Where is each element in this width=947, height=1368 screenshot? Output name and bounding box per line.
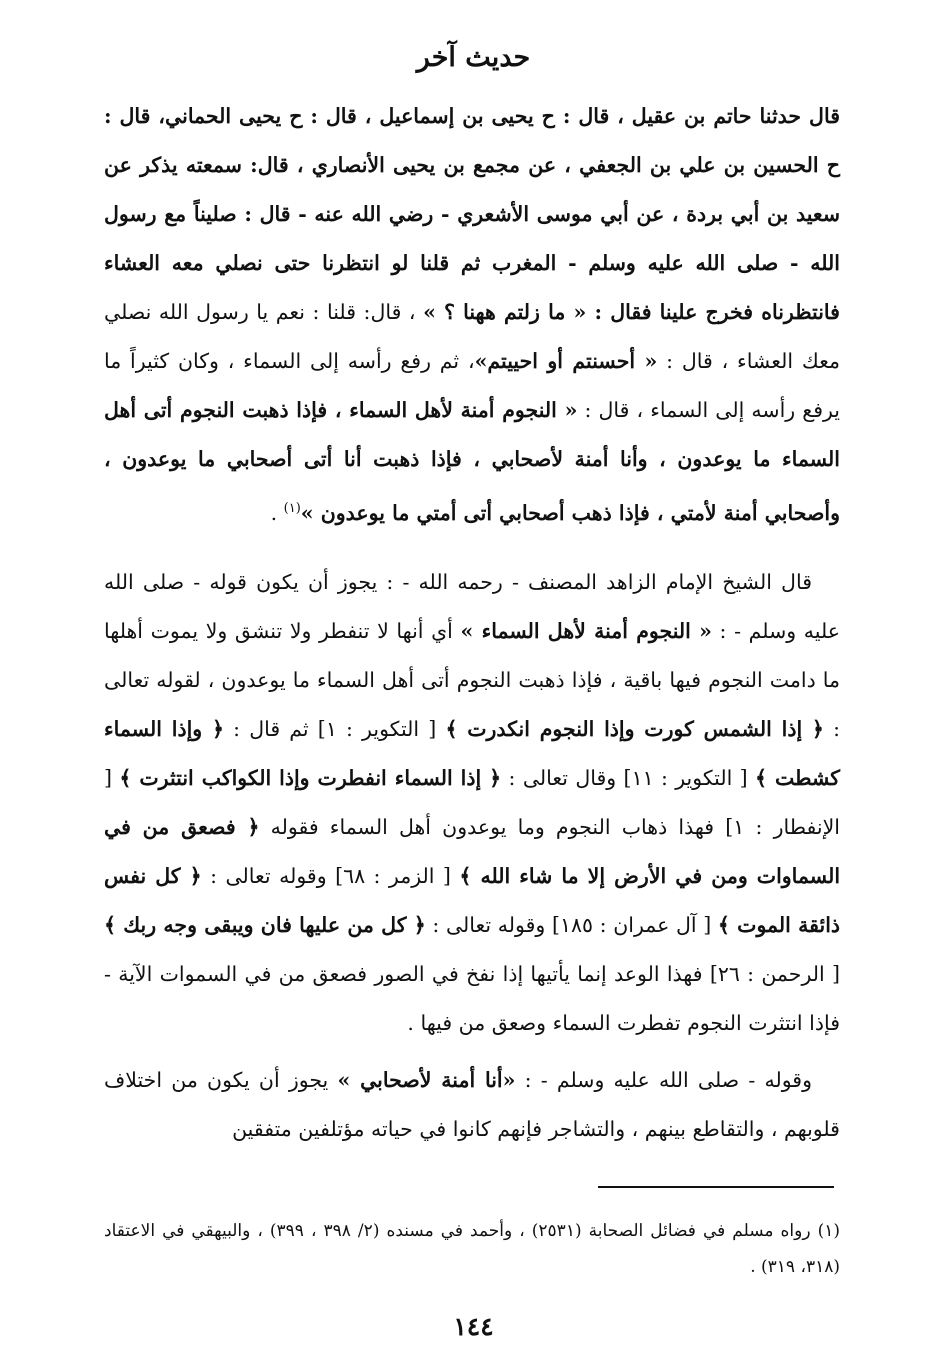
hadith-quote: « ما زلتم ههنا ؟ » <box>423 300 587 324</box>
commentary-text: قال الشيخ الإمام الزاهد المصنف - رحمه الله - : يجوز أن يكون قوله - صلى الله عليه وسلم - : <box>104 569 840 643</box>
narration-text: ، ثم رفع رأسه إلى السماء ، وكان كثيراً ما يرفع رأسه إلى السماء ، قال : <box>104 349 841 422</box>
commentary-paragraph <box>104 558 840 1048</box>
footnote-reference: (١) <box>283 501 301 516</box>
quran-verse: ﴿ فصعق من في السماوات ومن في الأرض إلا ما شاء الله ﴾ <box>104 814 841 888</box>
quran-verse: ﴿ إذا الشمس كورت وإذا النجوم انكدرت ﴾ <box>445 716 824 741</box>
quran-verse: ﴿ وإذا السماء كشطت ﴾ <box>104 716 840 790</box>
page-number: ١٤٤ <box>453 1312 494 1341</box>
hadith-quote: « النجوم أمنة لأهل السماء ، فإذا ذهبت النجوم أتى أهل السماء ما يوعدون ، وأنا أمنة لأصحابي ، فإذا ذهبت أنا أتى أصحابي ما يوعدون ، وأصحابي أمنة لأمتي ، فإذا ذهب أصحابي أتى أمتي ما يوعدون » <box>104 398 840 525</box>
isnad-text: قال حدثنا حاتم بن عقيل ، قال : ح يحيى بن إسماعيل ، قال : ح يحيى الحماني، قال : ح الحسين بن علي بن الجعفي ، عن مجمع بن يحيى الأنصاري ، قال: سمعته يذكر عن سعيد بن أبي بردة ، عن أبي موسى الأشعري - رضي الله عنه - قال : صليناً مع رسول الله - صلى الله عليه وسلم - المغرب ثم قلنا لو انتظرنا حتى نصلي معه العشاء فانتظرناه فخرج علينا فقال : <box>104 104 840 324</box>
verse-reference: [ التكوير : ١] ثم قال : <box>223 716 446 741</box>
page-title: حديث آخر <box>416 42 531 73</box>
verse-reference: [ الإنفطار : ١] فهذا ذهاب النجوم وما يوعدون أهل السماء فقوله <box>104 765 840 839</box>
commentary-text: وقوله - صلى الله عليه وسلم - : <box>515 1067 812 1092</box>
quran-verse: ﴿ كل نفس ذائقة الموت ﴾ <box>104 863 841 937</box>
verse-reference: [ الزمر : ٦٨] وقوله تعالى : <box>201 863 460 888</box>
main-text <box>104 92 840 1154</box>
commentary-text: يجوز أن يكون من اختلاف قلوبهم ، والتقاطع بينهم ، والتشاجر فإنهم كانوا في حياته مؤتلفين متفقين <box>104 1067 840 1141</box>
hadith-quote: «أنا أمنة لأصحابي » <box>337 1067 516 1092</box>
verse-reference: [ آل عمران : ١٨٥] وقوله تعالى : <box>425 912 718 937</box>
hadith-paragraph <box>104 92 840 538</box>
quran-verse: ﴿ إذا السماء انفطرت وإذا الكواكب انتثرت ﴾ <box>119 765 502 790</box>
narration-text: . <box>270 500 284 525</box>
commentary-paragraph <box>104 1056 840 1154</box>
narration-text: ، قال: قلنا : نعم يا رسول الله نصلي معك العشاء ، قال : <box>104 300 841 373</box>
footnote: (١) رواه مسلم في فضائل الصحابة (٢٥٣١) ، وأحمد في مسنده (٢/ ٣٩٨ ، ٣٩٩) ، والبيهقي في الاعتقاد (٣١٨، ٣١٩) . <box>104 1221 841 1277</box>
hadith-quote: « النجوم أمنة لأهل السماء » <box>460 618 712 643</box>
verse-reference: [ التكوير : ١١] وقال تعالى : <box>501 765 755 790</box>
hadith-quote: « أحسنتم أو احييتم» <box>474 349 658 373</box>
commentary-text: أي أنها لا تنفطر ولا تنشق ولا يموت أهلها ما دامت النجوم فيها باقية ، فإذا ذهبت النجوم أتى أهل السماء ما يوعدون ، لقوله تعالى : <box>104 618 841 741</box>
verse-reference: [ الرحمن : ٢٦] فهذا الوعد إنما يأتيها إذا نفخ في الصور فصعق من في السموات الآية - فإذا انتثرت النجوم تفطرت السماء وصعق من فيها . <box>104 961 840 1035</box>
quran-verse: ﴿ كل من عليها فان ويبقى وجه ربك ﴾ <box>104 912 426 937</box>
footnote-separator <box>598 1186 834 1188</box>
